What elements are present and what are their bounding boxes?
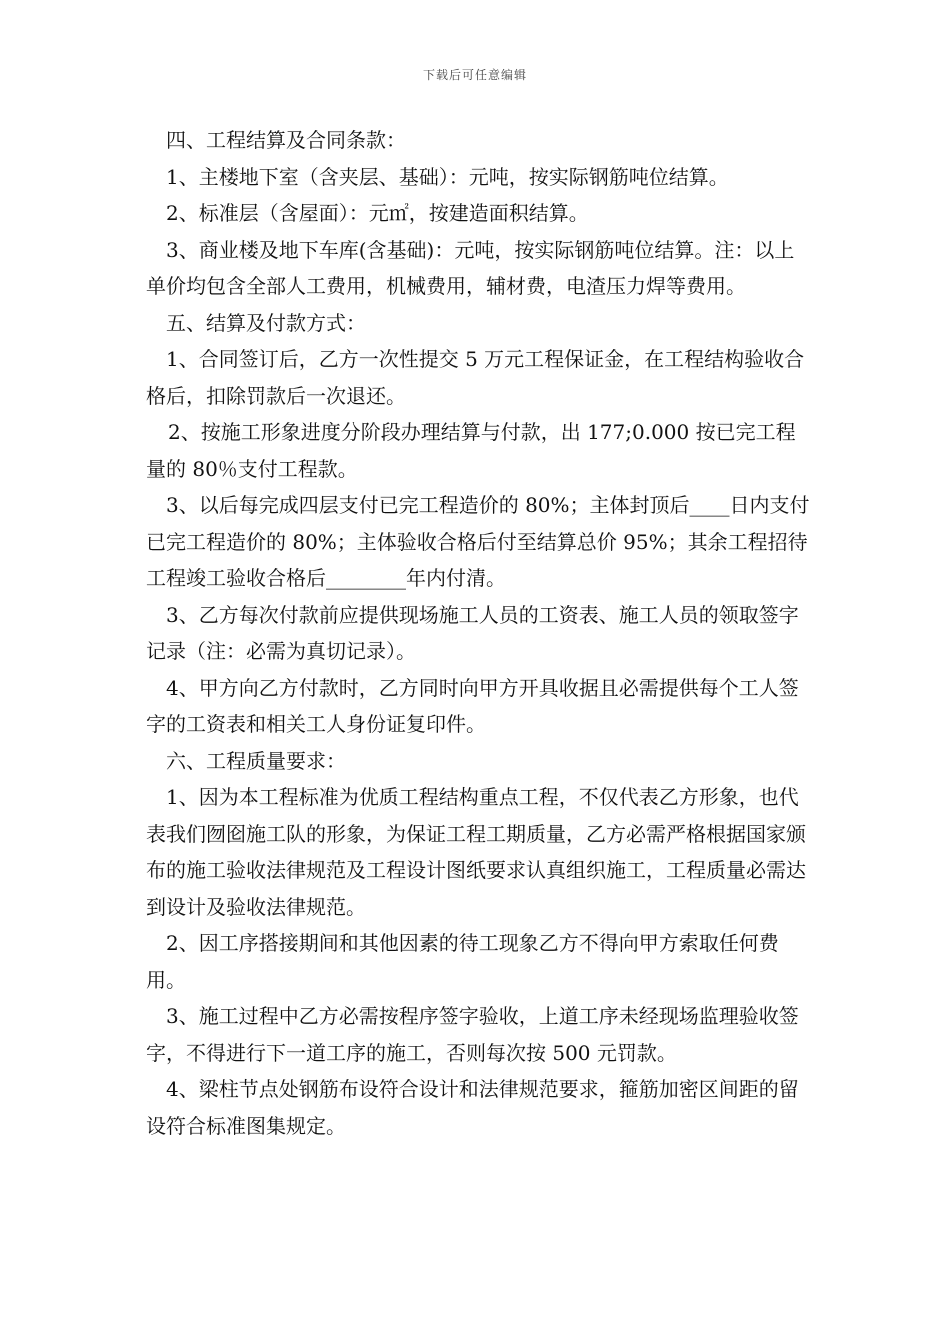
page-header: 下载后可任意编辑 — [422, 68, 527, 82]
paragraph: 2、标准层（含屋面）：元㎡，按建造面积结算。 — [166, 201, 589, 225]
paragraph: 4、甲方向乙方付款时，乙方同时向甲方开具收据且必需提供每个工人签字的工资表和相关工人身份证复印件。 — [146, 675, 799, 736]
section-heading-6: 六、工程质量要求： — [166, 748, 346, 773]
paragraph: 1、因为本工程标准为优质工程结构重点工程，不仅代表乙方形象，也代表我们囫囵施工队的形象，为保证工程工期质量，乙方必需严格根据国家颁布的施工验收法律规范及工程设计图纸要求认真组织施工，工程质量必需达到设计及验收法律规范。 — [146, 785, 806, 919]
paragraph: 3、以后每完成四层支付已完工程造价的 80%；主体封顶后____日内支付已完工程造价的 80%；主体验收合格后付至结算总价 95%；其余工程招待工程竣工验收合格后________年内付清。 — [146, 493, 810, 590]
section-heading-5: 五、结算及付款方式： — [166, 310, 366, 335]
paragraph: 1、主楼地下室（含夹层、基础）：元吨，按实际钢筋吨位结算。 — [166, 164, 729, 189]
paragraph: 3、乙方每次付款前应提供现场施工人员的工资表、施工人员的领取签字记录（注：必需为真切记录）。 — [146, 602, 799, 663]
paragraph: 2、因工序搭接期间和其他因素的待工现象乙方不得向甲方索取任何费用。 — [146, 931, 779, 992]
document-body — [146, 122, 814, 1144]
paragraph: 3、商业楼及地下车库(含基础)：元吨，按实际钢筋吨位结算。注：以上单价均包含全部人工费用，机械费用，辅材费，电渣压力焊等费用。 — [146, 237, 795, 298]
paragraph: 1、合同签订后，乙方一次性提交 5 万元工程保证金，在工程结构验收合格后，扣除罚款后一次退还。 — [146, 347, 805, 408]
paragraph: 2、按施工形象进度分阶段办理结算与付款，出 177;0.000 按已完工程量的 80％支付工程款。 — [146, 420, 796, 481]
section-heading-4: 四、工程结算及合同条款： — [166, 128, 406, 152]
paragraph: 3、施工过程中乙方必需按程序签字验收，上道工序未经现场监理验收签字，不得进行下一道工序的施工，否则每次按 500 元罚款。 — [146, 1004, 799, 1065]
paragraph: 4、梁柱节点处钢筋布设符合设计和法律规范要求，箍筋加密区间距的留设符合标准图集规定。 — [146, 1077, 799, 1138]
